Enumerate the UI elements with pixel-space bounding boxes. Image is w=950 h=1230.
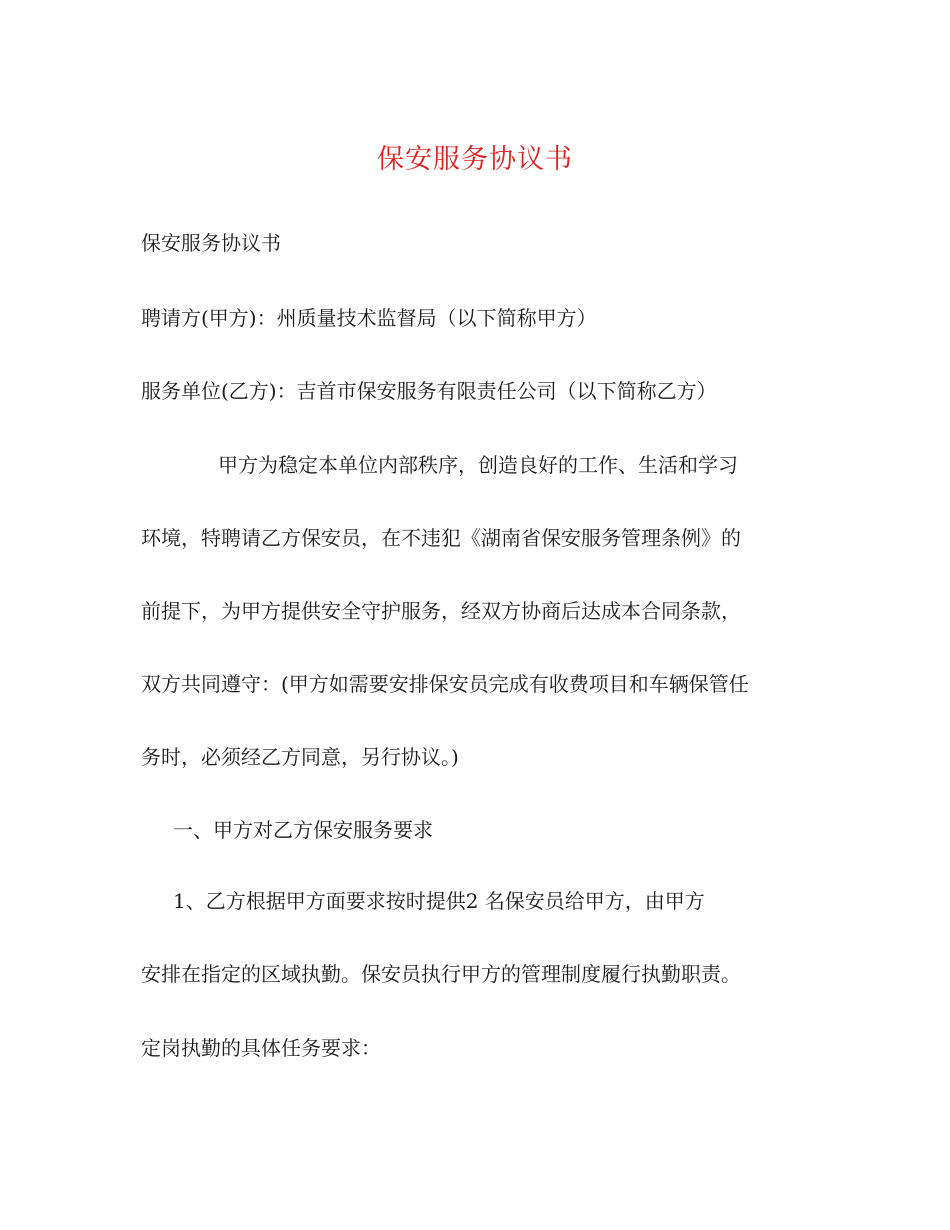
clause-1-line-1: 1、乙方根据甲方面要求按时提供2 名保安员给甲方，由甲方: [173, 889, 705, 913]
clause-1-line-2: 安排在指定的区域执勤。保安员执行甲方的管理制度履行执勤职责。: [141, 962, 741, 986]
preamble-line-3: 前提下，为甲方提供安全守护服务，经双方协商后达成本合同条款，: [141, 599, 741, 623]
party-b-line: 服务单位(乙方)：吉首市保安服务有限责任公司（以下简称乙方）: [141, 379, 717, 403]
document-title: 保安服务协议书: [377, 144, 573, 175]
preamble-line-1: 甲方为稳定本单位内部秩序，创造良好的工作、生活和学习: [218, 453, 738, 477]
preamble-line-5: 务时，必须经乙方同意，另行协议。): [141, 745, 459, 769]
preamble-line-4: 双方共同遵守：(甲方如需要安排保安员完成有收费项目和车辆保管任: [141, 672, 749, 696]
subtitle-line: 保安服务协议书: [141, 231, 281, 255]
clause-1-line-3: 定岗执勤的具体任务要求：: [141, 1036, 381, 1060]
section-heading-1: 一、甲方对乙方保安服务要求: [173, 818, 433, 842]
party-a-line: 聘请方(甲方)：州质量技术监督局（以下简称甲方）: [141, 306, 597, 330]
preamble-line-2: 环境，特聘请乙方保安员，在不违犯《湖南省保安服务管理条例》的: [141, 526, 741, 550]
